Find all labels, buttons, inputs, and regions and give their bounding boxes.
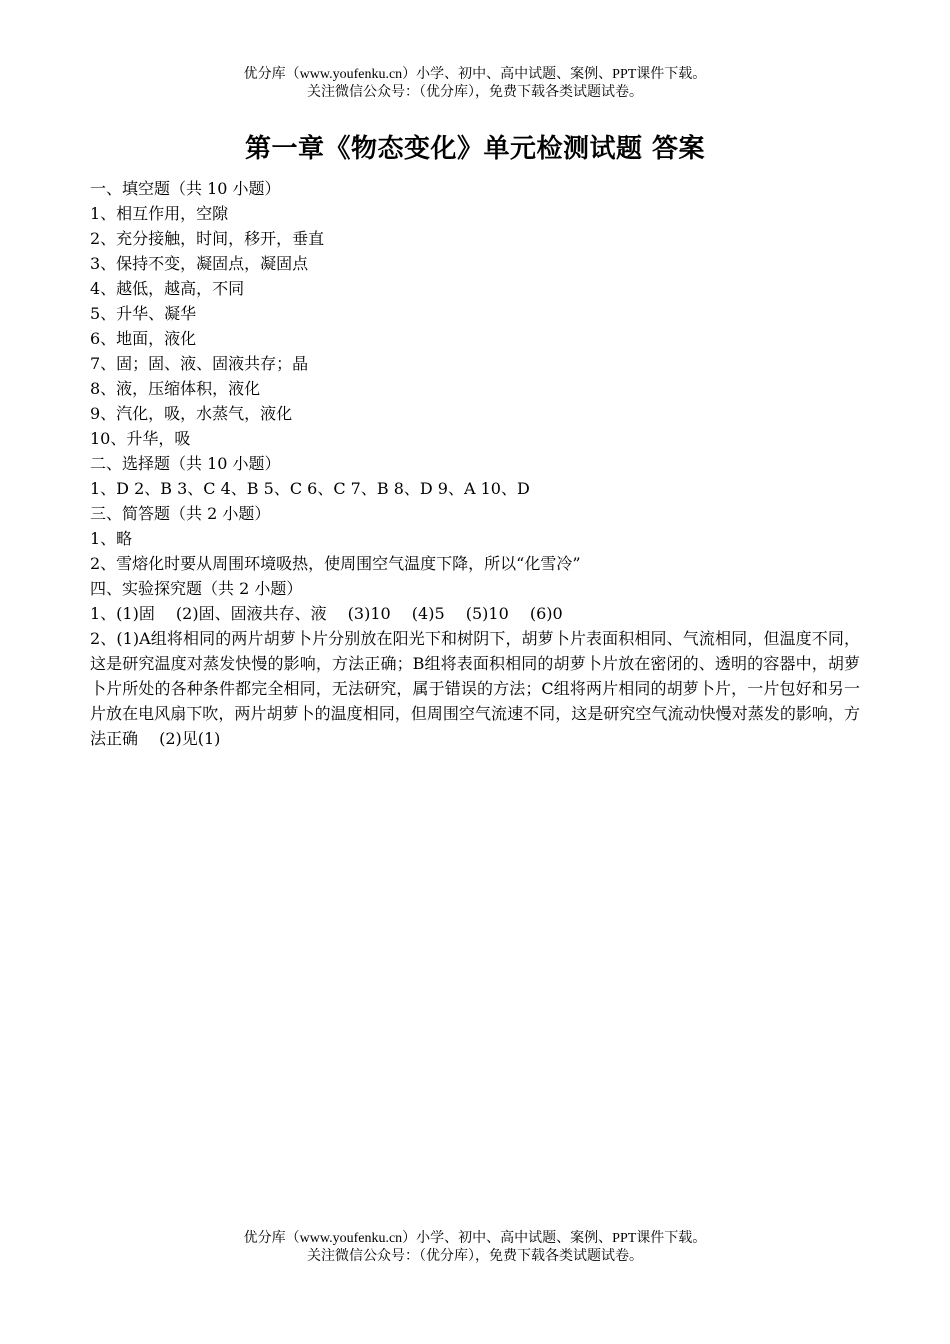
header-line-2: 关注微信公众号：（优分库），免费下载各类试题试卷。 <box>307 85 643 100</box>
section-heading-short-answer: 三、简答题（共 2 小题） <box>90 504 271 523</box>
answer-line: 2、雪熔化时要从周围环境吸热，使周围空气温度下降，所以“化雪冷” <box>90 554 581 573</box>
footer-line-1: 优分库（www.youfenku.cn）小学、初中、高中试题、案例、PPT课件下载。 <box>243 1231 707 1246</box>
header-line-1: 优分库（www.youfenku.cn）小学、初中、高中试题、案例、PPT课件下载。 <box>243 67 707 82</box>
answer-line: 4、越低，越高，不同 <box>90 279 245 298</box>
section-heading-experiment: 四、实验探究题（共 2 小题） <box>90 579 303 598</box>
answer-line: 3、保持不变，凝固点，凝固点 <box>90 254 309 273</box>
answer-paragraph: 2、(1)A组将相同的两片胡萝卜片分别放在阳光下和树阴下，胡萝卜片表面积相同、气流相同，但温度不同，这是研究温度对蒸发快慢的影响，方法正确；B组将表面积相同的胡萝卜片放在密闭的、透明的容器中，胡萝卜片所处的各种条件都完全相同，无法研究，属于错误的方法；C组将两片相同的胡萝卜片，一片包好和另一片放在电风扇下吹，两片胡萝卜的温度相同，但周围空气流速不同，这是研究空气流动快慢对蒸发的影响，方法正确 (2)见(1) <box>90 629 860 748</box>
page-header <box>0 66 950 102</box>
document-title: 第一章《物态变化》单元检测试题 答案 <box>244 134 706 164</box>
answer-line: 6、地面，液化 <box>90 329 197 348</box>
answer-line: 8、液，压缩体积，液化 <box>90 379 261 398</box>
answer-line: 1、略 <box>90 529 133 548</box>
answer-line: 5、升华、凝华 <box>90 304 197 323</box>
answer-line: 1、D 2、B 3、C 4、B 5、C 6、C 7、B 8、D 9、A 10、D <box>90 479 530 498</box>
answer-content <box>90 176 860 751</box>
section-heading-choice: 二、选择题（共 10 小题） <box>90 454 281 473</box>
answer-line: 7、固；固、液、固液共存；晶 <box>90 354 309 373</box>
page-footer <box>0 1230 950 1266</box>
footer-line-2: 关注微信公众号：（优分库），免费下载各类试题试卷。 <box>307 1249 643 1264</box>
answer-line: 10、升华，吸 <box>90 429 191 448</box>
section-heading-fill-blank: 一、填空题（共 10 小题） <box>90 179 281 198</box>
answer-line: 1、相互作用，空隙 <box>90 204 229 223</box>
answer-line: 9、汽化，吸，水蒸气，液化 <box>90 404 293 423</box>
answer-line: 2、充分接触，时间，移开，垂直 <box>90 229 325 248</box>
answer-line: 1、(1)固 (2)固、固液共存、液 (3)10 (4)5 (5)10 (6)0 <box>90 604 563 623</box>
